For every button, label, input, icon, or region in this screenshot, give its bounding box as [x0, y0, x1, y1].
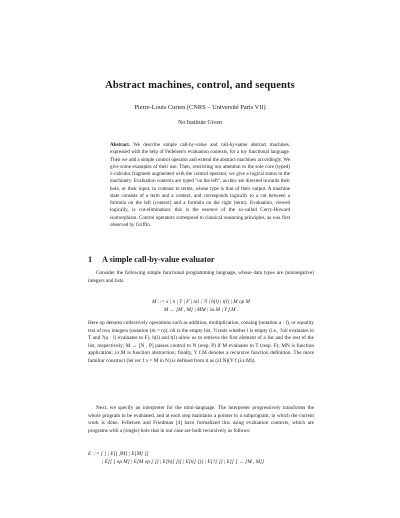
abstract-block: [110, 142, 290, 229]
body-paragraph-2: [88, 320, 314, 365]
paragraph-2-text: Here op denotes collectively operations such as addition, multiplication, consing (notation a · l), or equality test of two integers (notation (m = n)); nil is the empty list, ?l tests whether l is empty (i.e., ?nil evaluates to T and ?(a · l) evaluates to F), h(l) and t(l) allow us to retrieve the first element of a list and the rest of the list, respectively; M → [N , P] passes control to N (resp. P) if M evaluates to T (resp. F); MN is function application; λx.M is function abstraction; finally, Y f.M denotes a recursive function definition. The more familiar construct (let rec f x = M in N) is defined from it as (λf.N)(Y f.(λx.M)).: [88, 320, 314, 364]
section-number: 1: [88, 255, 93, 264]
section-heading: [88, 255, 215, 264]
paragraph-3-text: Next, we specify an interpreter for the mini-language. The interpreter progressively transforms the whole program to be evaluated, and at each step maintains a pointer to a subprogram, in which the current work is done. Felleisen and Friedman [4] have formalized this using evaluation contexts, which are programs with a (single) hole that in our case are built recursively as follows:: [88, 405, 314, 434]
grammar-display: [88, 298, 314, 314]
abstract-text: We describe simple call-by-value and call-by-name abstract machines, expressed with the help of Felleisen's evaluation contexts, for a toy functional language. Then we add a simple control operator and extend the abstract machines accordingly. We give some examples of their use. Then, restricting our attention to the sole core (typed) λ-calculus fragment augmented with the control operator, we give a logical status to the machinery. Evaluation contexts are typed "on the left", as they are directed towards their hole, or their input, in contrast to terms, whose type is that of their output. A machine state consists of a term and a context, and corresponds logically to a cut between a formula on the left (context) and a formula on the right (term). Evaluation, viewed logically, is cut-elimination: this is the essence of the so-called Curry-Howard isomorphism. Control operators correspond to classical reasoning principles, as was first observed by Griffin.: [110, 142, 291, 228]
paragraph-1-text: Consider the following simple functional programming language, whose data types are (nonnegative) integers and lists.: [88, 270, 314, 284]
paper-institute: No Institute Given: [178, 120, 222, 126]
context-grammar: [88, 450, 314, 466]
context-grammar-line-2: | E[[ ] op M] | E[M op [ ]] | E[h([ ])] | E[t([ ])] | E[?[ ]] | E[[ ] → [M , M]]: [102, 459, 265, 465]
grammar-line-1: M ::= x | n | T | F | nil | ?l | h(l) | t(l) | M op M: [152, 299, 250, 305]
abstract-label: Abstract.: [110, 142, 131, 148]
grammar-line-2: M → [M , M] | MM | λx.M | Y f.M .: [163, 307, 239, 313]
body-paragraph-1: [88, 270, 314, 285]
paper-author: Pierre-Louis Curien (CNRS – Université Paris VII): [134, 104, 266, 111]
context-grammar-line-1: E ::= [ ] | E[[ ]M] | E[M[ ]]: [88, 451, 149, 457]
body-paragraph-3: [88, 405, 314, 435]
paper-title: Abstract machines, control, and sequents: [105, 80, 295, 91]
section-title: A simple call-by-value evaluator: [102, 255, 215, 264]
